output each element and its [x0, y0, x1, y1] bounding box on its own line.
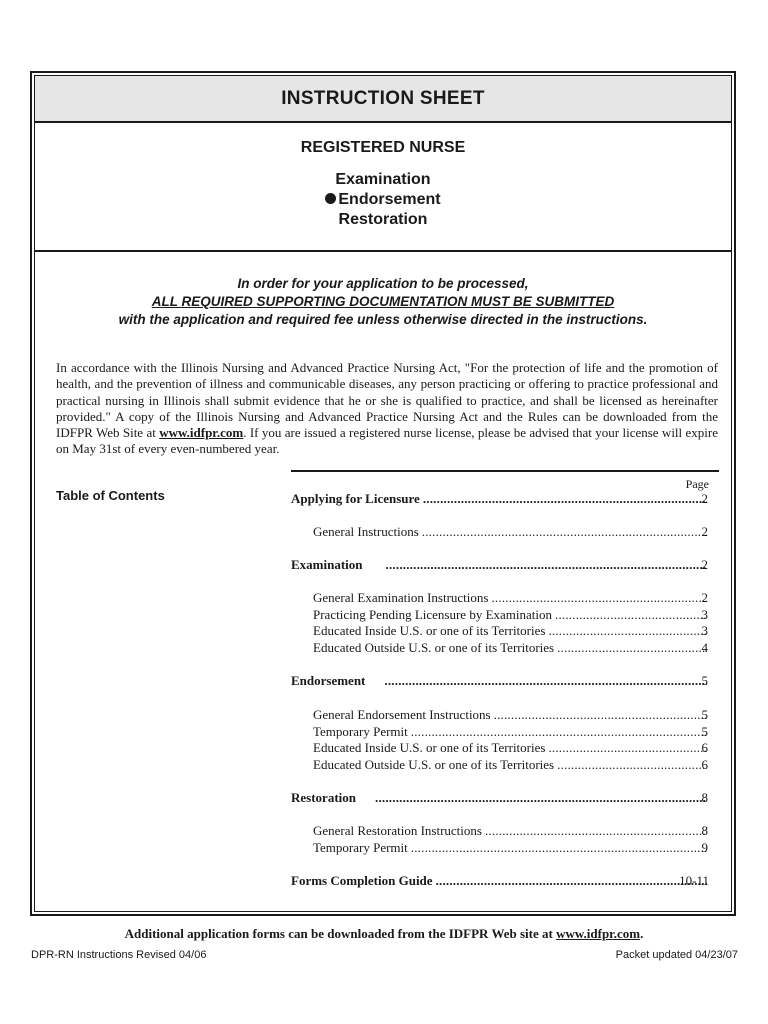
toc-item[interactable]: [313, 840, 707, 856]
intro-paragraph: [56, 360, 718, 458]
footer-note-text: Additional application forms can be downloaded from the IDFPR Web site at: [124, 926, 557, 941]
toc-item-title: Temporary Permit: [313, 839, 408, 855]
toc-item-page: 6: [701, 740, 708, 755]
toc-section-forms-completion-guide[interactable]: [291, 873, 707, 889]
toc-leader-dots: [422, 524, 707, 540]
instruction-sheet-frame: [30, 71, 736, 916]
toc-item-page: 8: [701, 823, 708, 838]
toc-item[interactable]: [313, 757, 707, 773]
notice-line-3: with the application and required fee unless otherwise directed in the instructions.: [118, 312, 648, 327]
toc-section-examination[interactable]: [291, 557, 707, 573]
toc-section-page: 10-11: [679, 873, 709, 888]
toc-leader-dots: [411, 724, 707, 740]
toc-section-page: 2: [701, 491, 708, 506]
intro-text-end: . If you are issued a registered nurse license, please be advised that your license will expire on May 31st of every even-numbered year.: [56, 425, 719, 457]
footer-idfpr-link[interactable]: www.idfpr.com: [556, 926, 641, 941]
toc-section-title: Examination: [291, 557, 363, 572]
toc-leader-dots: [411, 840, 707, 856]
toc-item[interactable]: [313, 590, 707, 606]
idfpr-link[interactable]: www.idfpr.com: [159, 425, 244, 441]
toc-item-page: 5: [701, 707, 708, 722]
footer-note: [0, 926, 768, 942]
toc-item-title: Temporary Permit: [313, 723, 408, 739]
toc-item-title: Educated Outside U.S. or one of its Territories: [313, 639, 555, 655]
toc-item-title: General Endorsement Instructions: [313, 707, 491, 722]
toc-item[interactable]: [313, 823, 707, 839]
toc-item-page: 3: [701, 606, 708, 622]
toc-item-title: General Examination Instructions: [313, 590, 489, 605]
toc-item[interactable]: [313, 623, 707, 639]
toc-item-page: 5: [701, 723, 708, 739]
packet-updated-date: Packet updated 04/23/07: [615, 949, 738, 961]
application-type-options: [35, 170, 731, 230]
option-endorsement-selected: [35, 190, 731, 210]
license-type-title: REGISTERED NURSE: [300, 139, 466, 156]
toc-section-page: 2: [701, 557, 708, 572]
toc-item-title: General Restoration Instructions: [313, 823, 482, 838]
toc-item-page: 3: [701, 623, 708, 638]
notice-line-1: In order for your application to be processed,: [237, 276, 529, 291]
toc-item[interactable]: [313, 740, 707, 756]
selected-bullet-icon: [325, 193, 336, 204]
toc-section-applying-for-licensure[interactable]: [291, 491, 707, 507]
toc-item-page: 6: [701, 756, 708, 772]
option-endorsement-label: Endorsement: [338, 191, 441, 208]
toc-leader-dots: [384, 673, 707, 689]
option-examination: Examination: [335, 171, 431, 188]
toc-section-title: Applying for Licensure: [291, 491, 420, 506]
toc-page-header: Page: [685, 477, 709, 491]
footer-note-end: .: [640, 926, 644, 941]
license-type-band: [35, 123, 731, 252]
frame-inner-border: [34, 75, 732, 912]
toc-section-page: 8: [701, 790, 708, 805]
toc-section-title: Forms Completion Guide: [291, 873, 433, 888]
processing-notice: [35, 275, 731, 329]
toc-divider: [291, 470, 719, 472]
notice-line-2: ALL REQUIRED SUPPORTING DOCUMENTATION MUST BE SUBMITTED: [151, 294, 615, 309]
toc-section-page: 5: [701, 673, 708, 688]
toc-item-page: 4: [701, 639, 708, 655]
toc-section-title: Restoration: [291, 790, 356, 805]
toc-item-title: Educated Inside U.S. or one of its Territories: [313, 623, 546, 638]
toc-item[interactable]: [313, 607, 707, 623]
toc-section-title: Endorsement: [291, 673, 366, 688]
toc-leader-dots: [436, 873, 707, 889]
toc-item[interactable]: [313, 524, 707, 540]
toc-item-page: 2: [701, 524, 708, 539]
toc-item-page: 2: [701, 590, 708, 605]
toc-item-title: Educated Outside U.S. or one of its Territories: [313, 756, 555, 772]
toc-leader-dots: [423, 491, 707, 507]
toc-item[interactable]: [313, 707, 707, 723]
toc-item-page: 9: [701, 839, 708, 855]
page-title: INSTRUCTION SHEET: [35, 76, 731, 123]
toc-item[interactable]: [313, 724, 707, 740]
toc-section-restoration[interactable]: [291, 790, 707, 806]
option-restoration: Restoration: [338, 211, 428, 228]
toc-item-title: Practicing Pending Licensure by Examination: [313, 606, 552, 622]
toc-leader-dots: [375, 790, 707, 806]
toc-section-endorsement[interactable]: [291, 673, 707, 689]
toc-item-title: Educated Inside U.S. or one of its Territories: [313, 740, 546, 755]
toc-label: Table of Contents: [56, 488, 165, 503]
toc-item-title: General Instructions: [313, 524, 419, 539]
toc-leader-dots: [386, 557, 707, 573]
form-revision-code: DPR-RN Instructions Revised 04/06: [31, 949, 207, 961]
intro-text: In accordance with the Illinois Nursing and Advanced Practice Nursing Act, "For the protection of life and the promotion of health, and the prevention of illness and communicable diseases, any person practicing or offering to practice professional and practical nursing in Illinois shall submit evidence that he or she is qualified to practice, and shall be licensed as hereinafter provided." A copy of the Illinois Nursing and Advanced Practice Nursing Act and the Rules can be downloaded from the IDFPR Web Site at: [56, 360, 718, 441]
toc-item[interactable]: [313, 640, 707, 656]
